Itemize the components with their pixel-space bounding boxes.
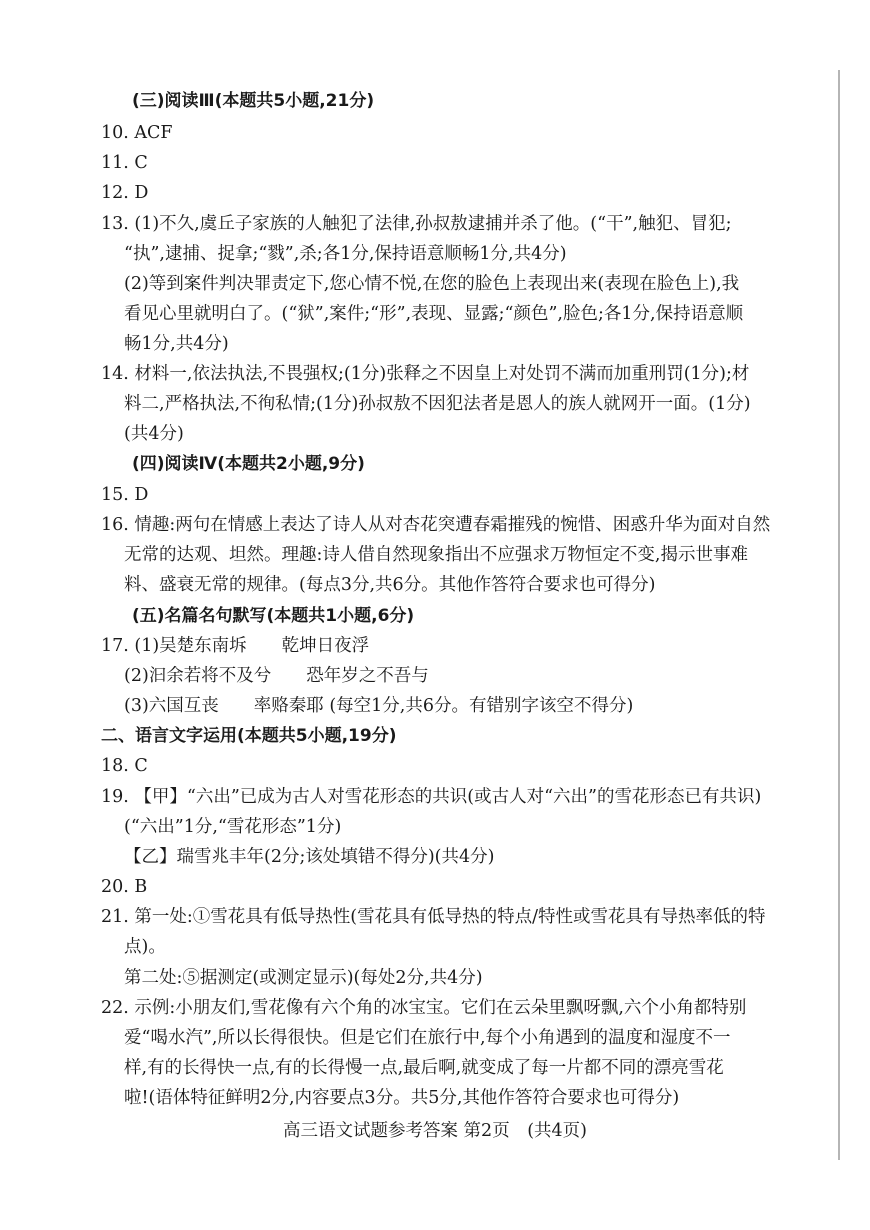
answer-q19-line3: 【乙】瑞雪兆丰年(2分;该处填错不得分)(共4分) xyxy=(124,847,495,867)
answer-q17-line2: (2)汩余若将不及兮 恐年岁之不吾与 xyxy=(124,666,429,686)
answer-q13-line3: (2)等到案件判决罪责定下,您心情不悦,在您的脸色上表现出来(表现在脸色上),我 xyxy=(124,274,740,294)
answer-q13-line2: “执”,逮捕、捉拿;“戮”,杀;各1分,保持语意顺畅1分,共4分) xyxy=(124,244,567,264)
answer-q22-line2: 爱“喝水汽”,所以长得很快。但是它们在旅行中,每个小角遇到的温度和湿度不一 xyxy=(124,1028,731,1048)
section-heading-recitation: (五)名篇名句默写(本题共1小题,6分) xyxy=(132,606,415,626)
answer-q21-line2: 点)。 xyxy=(124,937,166,957)
answer-q13-line5: 畅1分,共4分) xyxy=(124,334,229,354)
answer-q16-line2: 无常的达观、坦然。理趣:诗人借自然现象指出不应强求万物恒定不变,揭示世事难 xyxy=(124,545,748,565)
answer-q19-line1: 19. 【甲】“六出”已成为古人对雪花形态的共识(或古人对“六出”的雪花形态已有共识) xyxy=(101,787,762,807)
answer-q14-line1: 14. 材料一,依法执法,不畏强权;(1分)张释之不因皇上对处罚不满而加重刑罚(1分);材 xyxy=(101,364,750,384)
answer-q14-line2: 料二,严格执法,不徇私情;(1分)孙叔敖不因犯法者是恩人的族人就网开一面。(1分) xyxy=(124,394,751,414)
answer-q21-line1: 21. 第一处:①雪花具有低导热性(雪花具有低导热的特点/特性或雪花具有导热率低的特 xyxy=(101,907,766,927)
answer-q22-line1: 22. 示例:小朋友们,雪花像有六个角的冰宝宝。它们在云朵里飘呀飘,六个小角都特别 xyxy=(101,998,747,1018)
answer-q22-line3: 样,有的长得快一点,有的长得慢一点,最后啊,就变成了每一片都不同的漂亮雪花 xyxy=(124,1058,724,1078)
section-heading-language-use: 二、语言文字运用(本题共5小题,19分) xyxy=(101,726,397,746)
answer-q19-line2: (“六出”1分,“雪花形态”1分) xyxy=(124,817,342,837)
answer-q15: 15. D xyxy=(101,485,149,505)
answer-q16-line1: 16. 情趣:两句在情感上表达了诗人从对杏花突遭春霜摧残的惋惜、困惑升华为面对自然 xyxy=(101,515,771,535)
answer-q10: 10. ACF xyxy=(101,123,173,143)
page-footer: 高三语文试题参考答案 第2页 (共4页) xyxy=(283,1121,587,1141)
section-heading-reading-3: (三)阅读Ⅲ(本题共5小题,21分) xyxy=(132,91,375,111)
section-heading-reading-4: (四)阅读Ⅳ(本题共2小题,9分) xyxy=(132,454,365,474)
answer-q22-line4: 啦!(语体特征鲜明2分,内容要点3分。共5分,其他作答符合要求也可得分) xyxy=(124,1088,680,1108)
answer-q21-line3: 第二处:⑤据测定(或测定显示)(每处2分,共4分) xyxy=(124,968,483,988)
answer-q17-line3: (3)六国互丧 率赂秦耶 (每空1分,共6分。有错别字该空不得分) xyxy=(124,696,634,716)
answer-q12: 12. D xyxy=(101,183,149,203)
answer-q17-line1: 17. (1)吴楚东南坼 乾坤日夜浮 xyxy=(101,636,370,656)
answer-q16-line3: 料、盛衰无常的规律。(每点3分,共6分。其他作答符合要求也可得分) xyxy=(124,575,656,595)
answer-q11: 11. C xyxy=(101,153,148,173)
answer-q20: 20. B xyxy=(101,877,148,897)
answer-q18: 18. C xyxy=(101,756,148,776)
answer-q13-line4: 看见心里就明白了。(“狱”,案件;“形”,表现、显露;“颜色”,脸色;各1分,保持语意顺 xyxy=(124,304,744,324)
answer-q13-line1: 13. (1)不久,虞丘子家族的人触犯了法律,孙叔敖逮捕并杀了他。(“干”,触犯、冒犯; xyxy=(101,214,732,234)
answer-q14-line3: (共4分) xyxy=(124,424,184,444)
